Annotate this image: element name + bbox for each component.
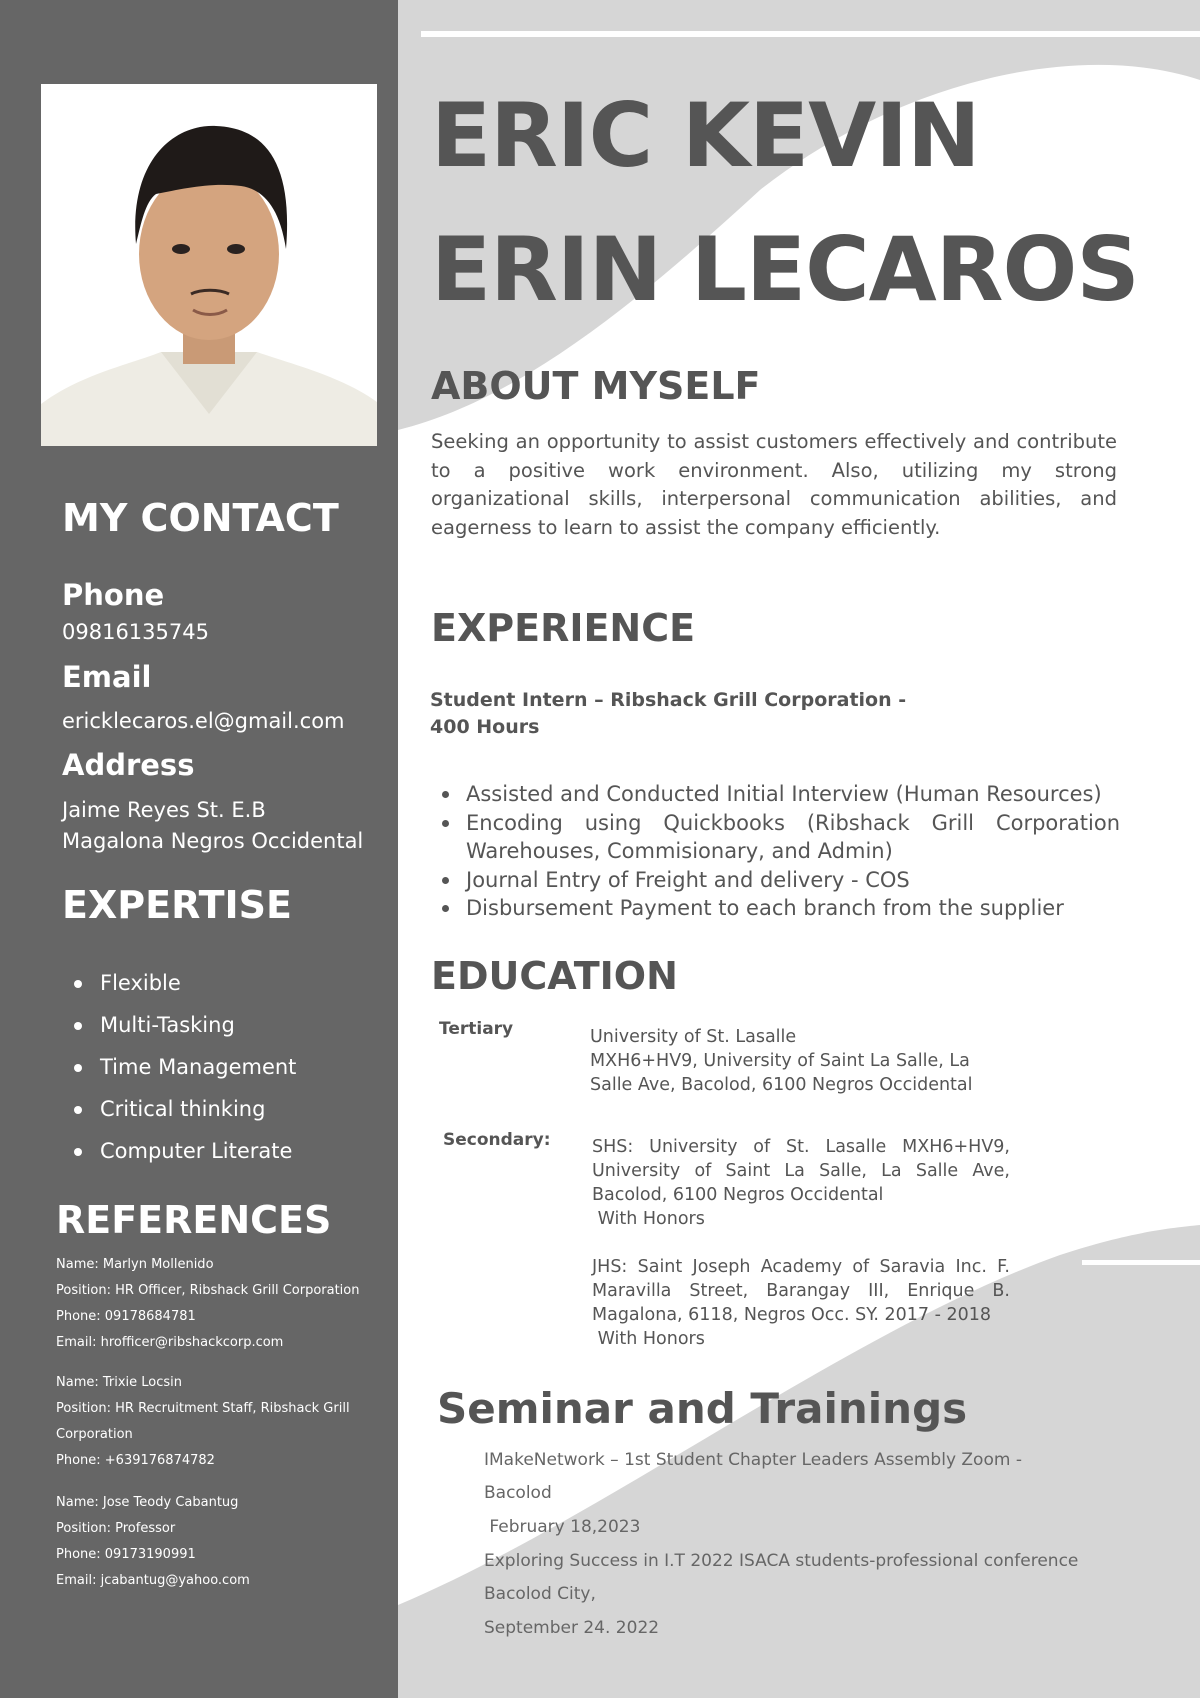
address-line-1: Jaime Reyes St. E.B bbox=[62, 798, 266, 822]
reference-line: Name: Jose Teody Cabantug bbox=[56, 1495, 239, 1510]
experience-item: Journal Entry of Freight and delivery - COS bbox=[440, 866, 1120, 895]
address-line-2: Magalona Negros Occidental bbox=[62, 829, 364, 853]
seminar-line: Bacolod bbox=[484, 1483, 552, 1503]
reference-line: Phone: +639176874782 bbox=[56, 1453, 215, 1468]
seminar-line: February 18,2023 bbox=[484, 1517, 641, 1537]
expertise-item: Multi-Tasking bbox=[74, 1004, 296, 1046]
experience-title-line: Student Intern – Ribshack Grill Corporation - bbox=[430, 689, 907, 711]
reference-line: Position: HR Recruitment Staff, Ribshack Grill bbox=[56, 1401, 350, 1416]
secondary-label: Secondary: bbox=[443, 1130, 551, 1150]
shs-text: SHS: University of St. Lasalle MXH6+HV9, University of Saint La Salle, La Salle Ave, Bacolod, 6100 Negros Occidental bbox=[592, 1137, 1010, 1205]
phone-value: 09816135745 bbox=[62, 620, 209, 644]
email-label: Email bbox=[62, 660, 152, 694]
expertise-item: Time Management bbox=[74, 1046, 296, 1088]
seminar-line: IMakeNetwork – 1st Student Chapter Leaders Assembly Zoom - bbox=[484, 1450, 1022, 1470]
expertise-item: Critical thinking bbox=[74, 1088, 296, 1130]
seminar-line: September 24. 2022 bbox=[484, 1618, 660, 1638]
phone-label: Phone bbox=[62, 578, 165, 612]
tertiary-school: University of St. Lasalle bbox=[590, 1027, 797, 1047]
expertise-item: Computer Literate bbox=[74, 1130, 296, 1172]
expertise-item: Flexible bbox=[74, 962, 296, 1004]
reference-line: Phone: 09178684781 bbox=[56, 1309, 196, 1324]
experience-title bbox=[430, 687, 906, 741]
reference-line: Name: Trixie Locsin bbox=[56, 1375, 183, 1390]
experience-item: Disbursement Payment to each branch from the supplier bbox=[440, 894, 1120, 923]
email-value: ericklecaros.el@gmail.com bbox=[62, 709, 345, 733]
experience-item: Assisted and Conducted Initial Interview (Human Resources) bbox=[440, 780, 1120, 809]
expertise-heading: EXPERTISE bbox=[62, 883, 293, 927]
education-heading: EDUCATION bbox=[431, 954, 678, 998]
seminar-line: Bacolod City, bbox=[484, 1584, 596, 1604]
about-text: Seeking an opportunity to assist customers effectively and contribute to a positive work environment. Also, utilizing my strong organizational skills, interpersonal communication abilities, and eagerness to learn to assist the company efficiently. bbox=[431, 430, 1117, 539]
tertiary-label: Tertiary bbox=[439, 1019, 514, 1039]
experience-heading: EXPERIENCE bbox=[431, 606, 696, 650]
reference-line: Email: hrofficer@ribshackcorp.com bbox=[56, 1335, 284, 1350]
reference-line: Email: jcabantug@yahoo.com bbox=[56, 1573, 250, 1588]
tertiary-address: MXH6+HV9, University of Saint La Salle, La Salle Ave, Bacolod, 6100 Negros Occidental bbox=[590, 1051, 973, 1095]
name-second-line: ERIN LECAROS bbox=[431, 218, 1139, 321]
reference-line: Name: Marlyn Mollenido bbox=[56, 1257, 214, 1272]
jhs-honor: With Honors bbox=[592, 1329, 705, 1349]
jhs-text: JHS: Saint Joseph Academy of Saravia Inc. F. Maravilla Street, Barangay III, Enrique B. Magalona, 6118, Negros Occ. SY. 2017 - 2018 bbox=[592, 1257, 1010, 1325]
references-heading: REFERENCES bbox=[56, 1198, 332, 1242]
experience-title-line: 400 Hours bbox=[430, 716, 540, 738]
address-label: Address bbox=[62, 748, 195, 782]
experience-item: Encoding using Quickbooks (Ribshack Grill Corporation Warehouses, Commisionary, and Admin) bbox=[440, 809, 1120, 866]
seminar-line: Exploring Success in I.T 2022 ISACA students-professional conference bbox=[484, 1551, 1079, 1571]
reference-line: Phone: 09173190991 bbox=[56, 1547, 196, 1562]
about-heading: ABOUT MYSELF bbox=[431, 364, 761, 408]
name-first-line: ERIC KEVIN bbox=[431, 84, 980, 187]
seminars-heading: Seminar and Trainings bbox=[437, 1384, 968, 1433]
shs-honor: With Honors bbox=[592, 1209, 705, 1229]
reference-line: Position: Professor bbox=[56, 1521, 176, 1536]
reference-line: Position: HR Officer, Ribshack Grill Corporation bbox=[56, 1283, 360, 1298]
experience-list bbox=[440, 780, 1120, 923]
contact-heading: MY CONTACT bbox=[62, 496, 339, 540]
reference-line: Corporation bbox=[56, 1427, 133, 1442]
